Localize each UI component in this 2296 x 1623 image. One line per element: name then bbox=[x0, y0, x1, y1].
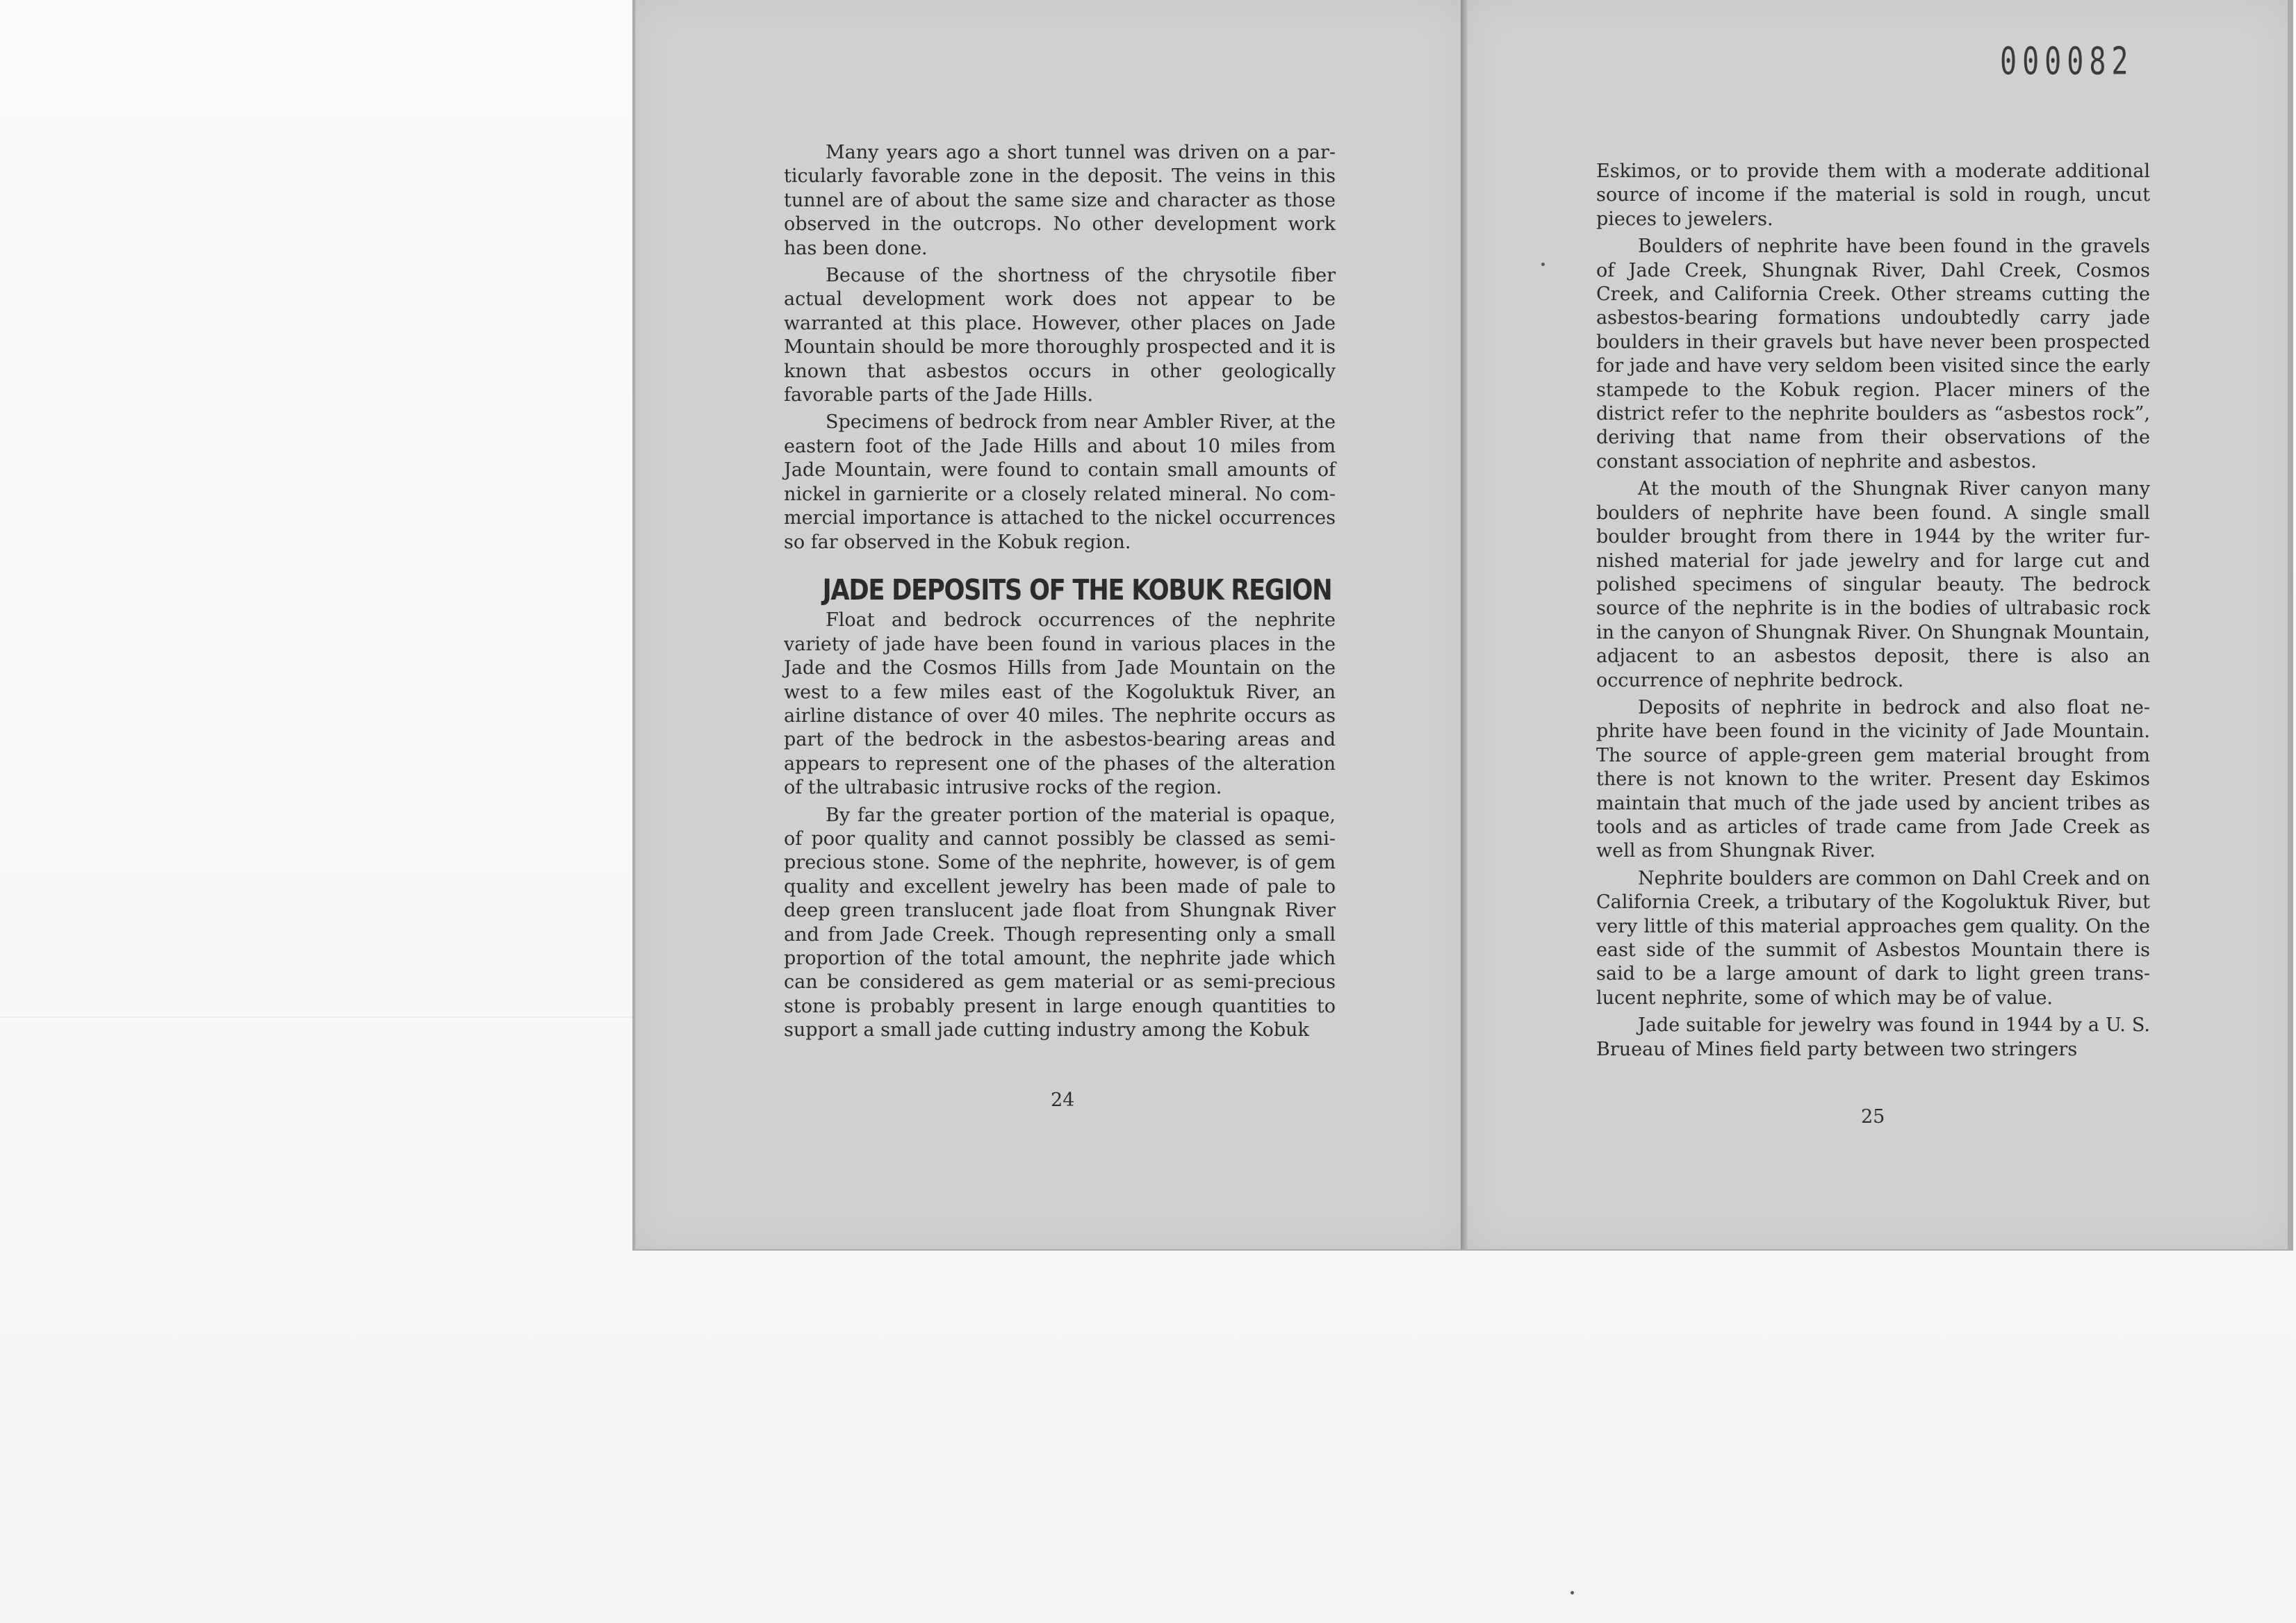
section-heading: JADE DEPOSITS OF THE KOBUK REGION bbox=[822, 572, 1332, 607]
left-paragraph-1: Many years ago a short tunnel was driven on a particularly favorable zone in the deposit. The veins in this tunnel are of about the same size and character as those observed in the outcrops. No other development work has been done. bbox=[784, 142, 1336, 259]
scan-speck bbox=[1571, 1591, 1574, 1595]
left-paragraph-3: Specimens of bedrock from near Ambler River, at the eastern foot of the Jade Hills and about 10 miles from Jade Mountain, were found to contain small amounts of nickel in garnierite or a closely related mineral. No commercial importance is attached to the nickel occurrences so far observed in the Kobuk region. bbox=[784, 411, 1336, 553]
left-page-text-column bbox=[784, 141, 1336, 1046]
page-gutter bbox=[1461, 0, 1468, 1249]
page-number-left: 24 bbox=[1051, 1089, 1075, 1111]
page-number-right: 25 bbox=[1861, 1106, 1885, 1128]
document-stamp-number: 000082 bbox=[2000, 40, 2134, 84]
right-paragraph-3: Deposits of nephrite in bedrock and also float nephrite have been found in the vicinity of Jade Mountain. The source of apple-green gem material brought from there is not known to the writer. Present day Eskimos maintain that much of the jade used by ancient tribes as tools and as articles of trade came from Jade Creek as well as from Shungnak River. bbox=[1596, 696, 2150, 862]
left-paragraph-2: Because of the shortness of the chrysotile fiber actual development work does not appear to be warranted at this place. However, other places on Jade Mountain should be more thoroughly prospected and it is known that asbestos occurs in other geologically favorable parts of the Jade Hills. bbox=[784, 265, 1336, 406]
scan-speck bbox=[1541, 263, 1545, 266]
right-paragraph-5: Jade suitable for jewelry was found in 1944 by a U. S. Brueau of Mines field party between two stringers bbox=[1596, 1014, 2150, 1060]
right-paragraph-1: Boulders of nephrite have been found in the gravels of Jade Creek, Shungnak River, Dahl Creek, Cosmos Creek, and California Creek. Other streams cutting the asbestos-bearing formations undoubtedly carry jade boulders in their gravels but have never been prospected for jade and have very seldom been visited since the early stampede to the Kobuk region. Placer miners of the district refer to the nephrite boulders as “asbestos rock”, deriving that name from their observations of the constant association of nephrite and asbestos. bbox=[1596, 236, 2150, 472]
right-paragraph-4: Nephrite boulders are common on Dahl Creek and on California Creek, a tributary of the Kogoluktuk River, but very little of this material approaches gem quality. On the east side of the summit of Asbestos Mountain there is said to be a large amount of dark to light green translucent nephrite, some of which may be of value. bbox=[1596, 867, 2150, 1009]
right-page-text-column bbox=[1596, 160, 2150, 1065]
right-continuation-paragraph: Eskimos, or to provide them with a moderate additional source of income if the material is sold in rough, uncut pieces to jewelers. bbox=[1596, 160, 2150, 230]
scanner-edge-line bbox=[0, 1016, 632, 1018]
left-paragraph-5: By far the greater portion of the material is opaque, of poor quality and cannot possibly be classed as semiprecious stone. Some of the nephrite, however, is of gem quality and excellent jewelry has been made of pale to deep green translucent jade float from Shungnak River and from Jade Creek. Though representing only a small proportion of the total amount, the nephrite jade which can be considered as gem material or as semi-precious stone is probably present in large enough quantities to support a small jade cutting industry among the Kobuk bbox=[784, 804, 1336, 1041]
right-paragraph-2: At the mouth of the Shungnak River canyon many boulders of nephrite have been found. A single small boulder brought from there in 1944 by the writer furnished material for jade jewelry and for large cut and polished specimens of singular beauty. The bedrock source of the nephrite is in the bodies of ultrabasic rock in the canyon of Shungnak River. On Shungnak Mountain, adjacent to an asbestos deposit, there is also an occurrence of nephrite bedrock. bbox=[1596, 478, 2150, 691]
left-paragraph-4: Float and bedrock occurrences of the nephrite variety of jade have been found in various places in the Jade and the Cosmos Hills from Jade Mountain on the west to a few miles east of the Kogoluktuk River, an airline distance of over 40 miles. The nephrite occurs as part of the bedrock in the asbestos-bearing areas and appears to represent one of the phases of the alteration of the ultrabasic intrusive rocks of the region. bbox=[784, 609, 1336, 799]
